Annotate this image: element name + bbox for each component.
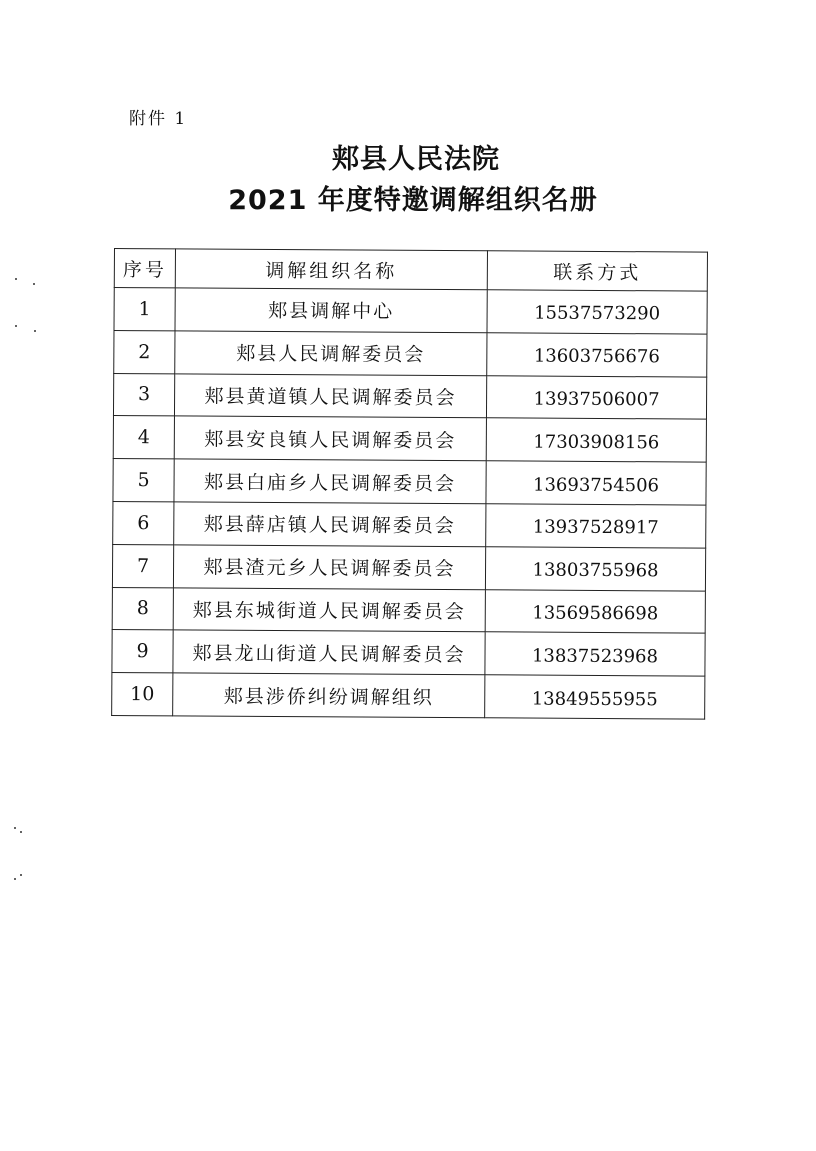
row-index: 4	[113, 416, 174, 459]
table-row	[112, 673, 705, 719]
row-organization: 郏县渣元乡人民调解委员会	[173, 545, 485, 590]
header-contact: 联系方式	[487, 251, 707, 291]
page-title-court: 郏县人民法院	[332, 144, 500, 175]
row-contact: 17303908156	[486, 418, 706, 462]
row-contact: 15537573290	[487, 290, 707, 334]
row-contact: 13693754506	[486, 461, 706, 505]
row-organization: 郏县涉侨纠纷调解组织	[173, 673, 485, 718]
table-row	[112, 544, 705, 590]
table-row	[113, 459, 706, 505]
table-row	[114, 330, 707, 376]
table-row	[112, 587, 705, 633]
row-contact: 13569586698	[485, 589, 705, 633]
row-organization: 郏县调解中心	[175, 288, 487, 333]
row-organization: 郏县人民调解委员会	[175, 331, 487, 376]
table-header-row	[114, 249, 707, 292]
row-organization: 郏县薛店镇人民调解委员会	[174, 502, 486, 547]
header-organization: 调解组织名称	[175, 249, 487, 290]
scan-speck	[20, 831, 22, 833]
table-row	[113, 373, 706, 419]
row-index: 9	[112, 630, 173, 673]
row-contact: 13837523968	[485, 632, 705, 676]
row-contact: 13849555955	[485, 675, 705, 719]
row-contact: 13937506007	[486, 375, 706, 419]
row-index: 6	[113, 501, 174, 544]
row-index: 7	[112, 544, 173, 587]
row-organization: 郏县东城街道人民调解委员会	[173, 587, 485, 632]
scan-speck	[15, 325, 17, 327]
table-row	[113, 416, 706, 462]
row-index: 8	[112, 587, 173, 630]
row-index: 10	[112, 673, 173, 716]
row-contact: 13603756676	[487, 333, 707, 377]
scan-speck	[15, 278, 17, 280]
row-contact: 13937528917	[486, 504, 706, 548]
row-organization: 郏县安良镇人民调解委员会	[174, 416, 486, 461]
row-contact: 13803755968	[485, 547, 705, 591]
row-index: 2	[114, 330, 175, 373]
page-title-roster: 2021 年度特邀调解组织名册	[228, 185, 598, 216]
row-index: 1	[114, 288, 175, 331]
header-index: 序号	[114, 249, 175, 288]
row-index: 3	[113, 373, 174, 416]
scan-speck	[34, 330, 36, 332]
table-row	[113, 501, 706, 547]
row-organization: 郏县白庙乡人民调解委员会	[174, 459, 486, 504]
table-row	[114, 288, 707, 334]
row-index: 5	[113, 459, 174, 502]
scan-speck	[14, 878, 16, 880]
scan-speck	[14, 827, 16, 829]
mediation-organization-table	[111, 248, 708, 720]
attachment-label: 附件 1	[129, 109, 188, 129]
table-row	[112, 630, 705, 676]
row-organization: 郏县龙山街道人民调解委员会	[173, 630, 485, 675]
scan-speck	[33, 283, 35, 285]
scan-speck	[20, 874, 22, 876]
row-organization: 郏县黄道镇人民调解委员会	[174, 373, 486, 418]
